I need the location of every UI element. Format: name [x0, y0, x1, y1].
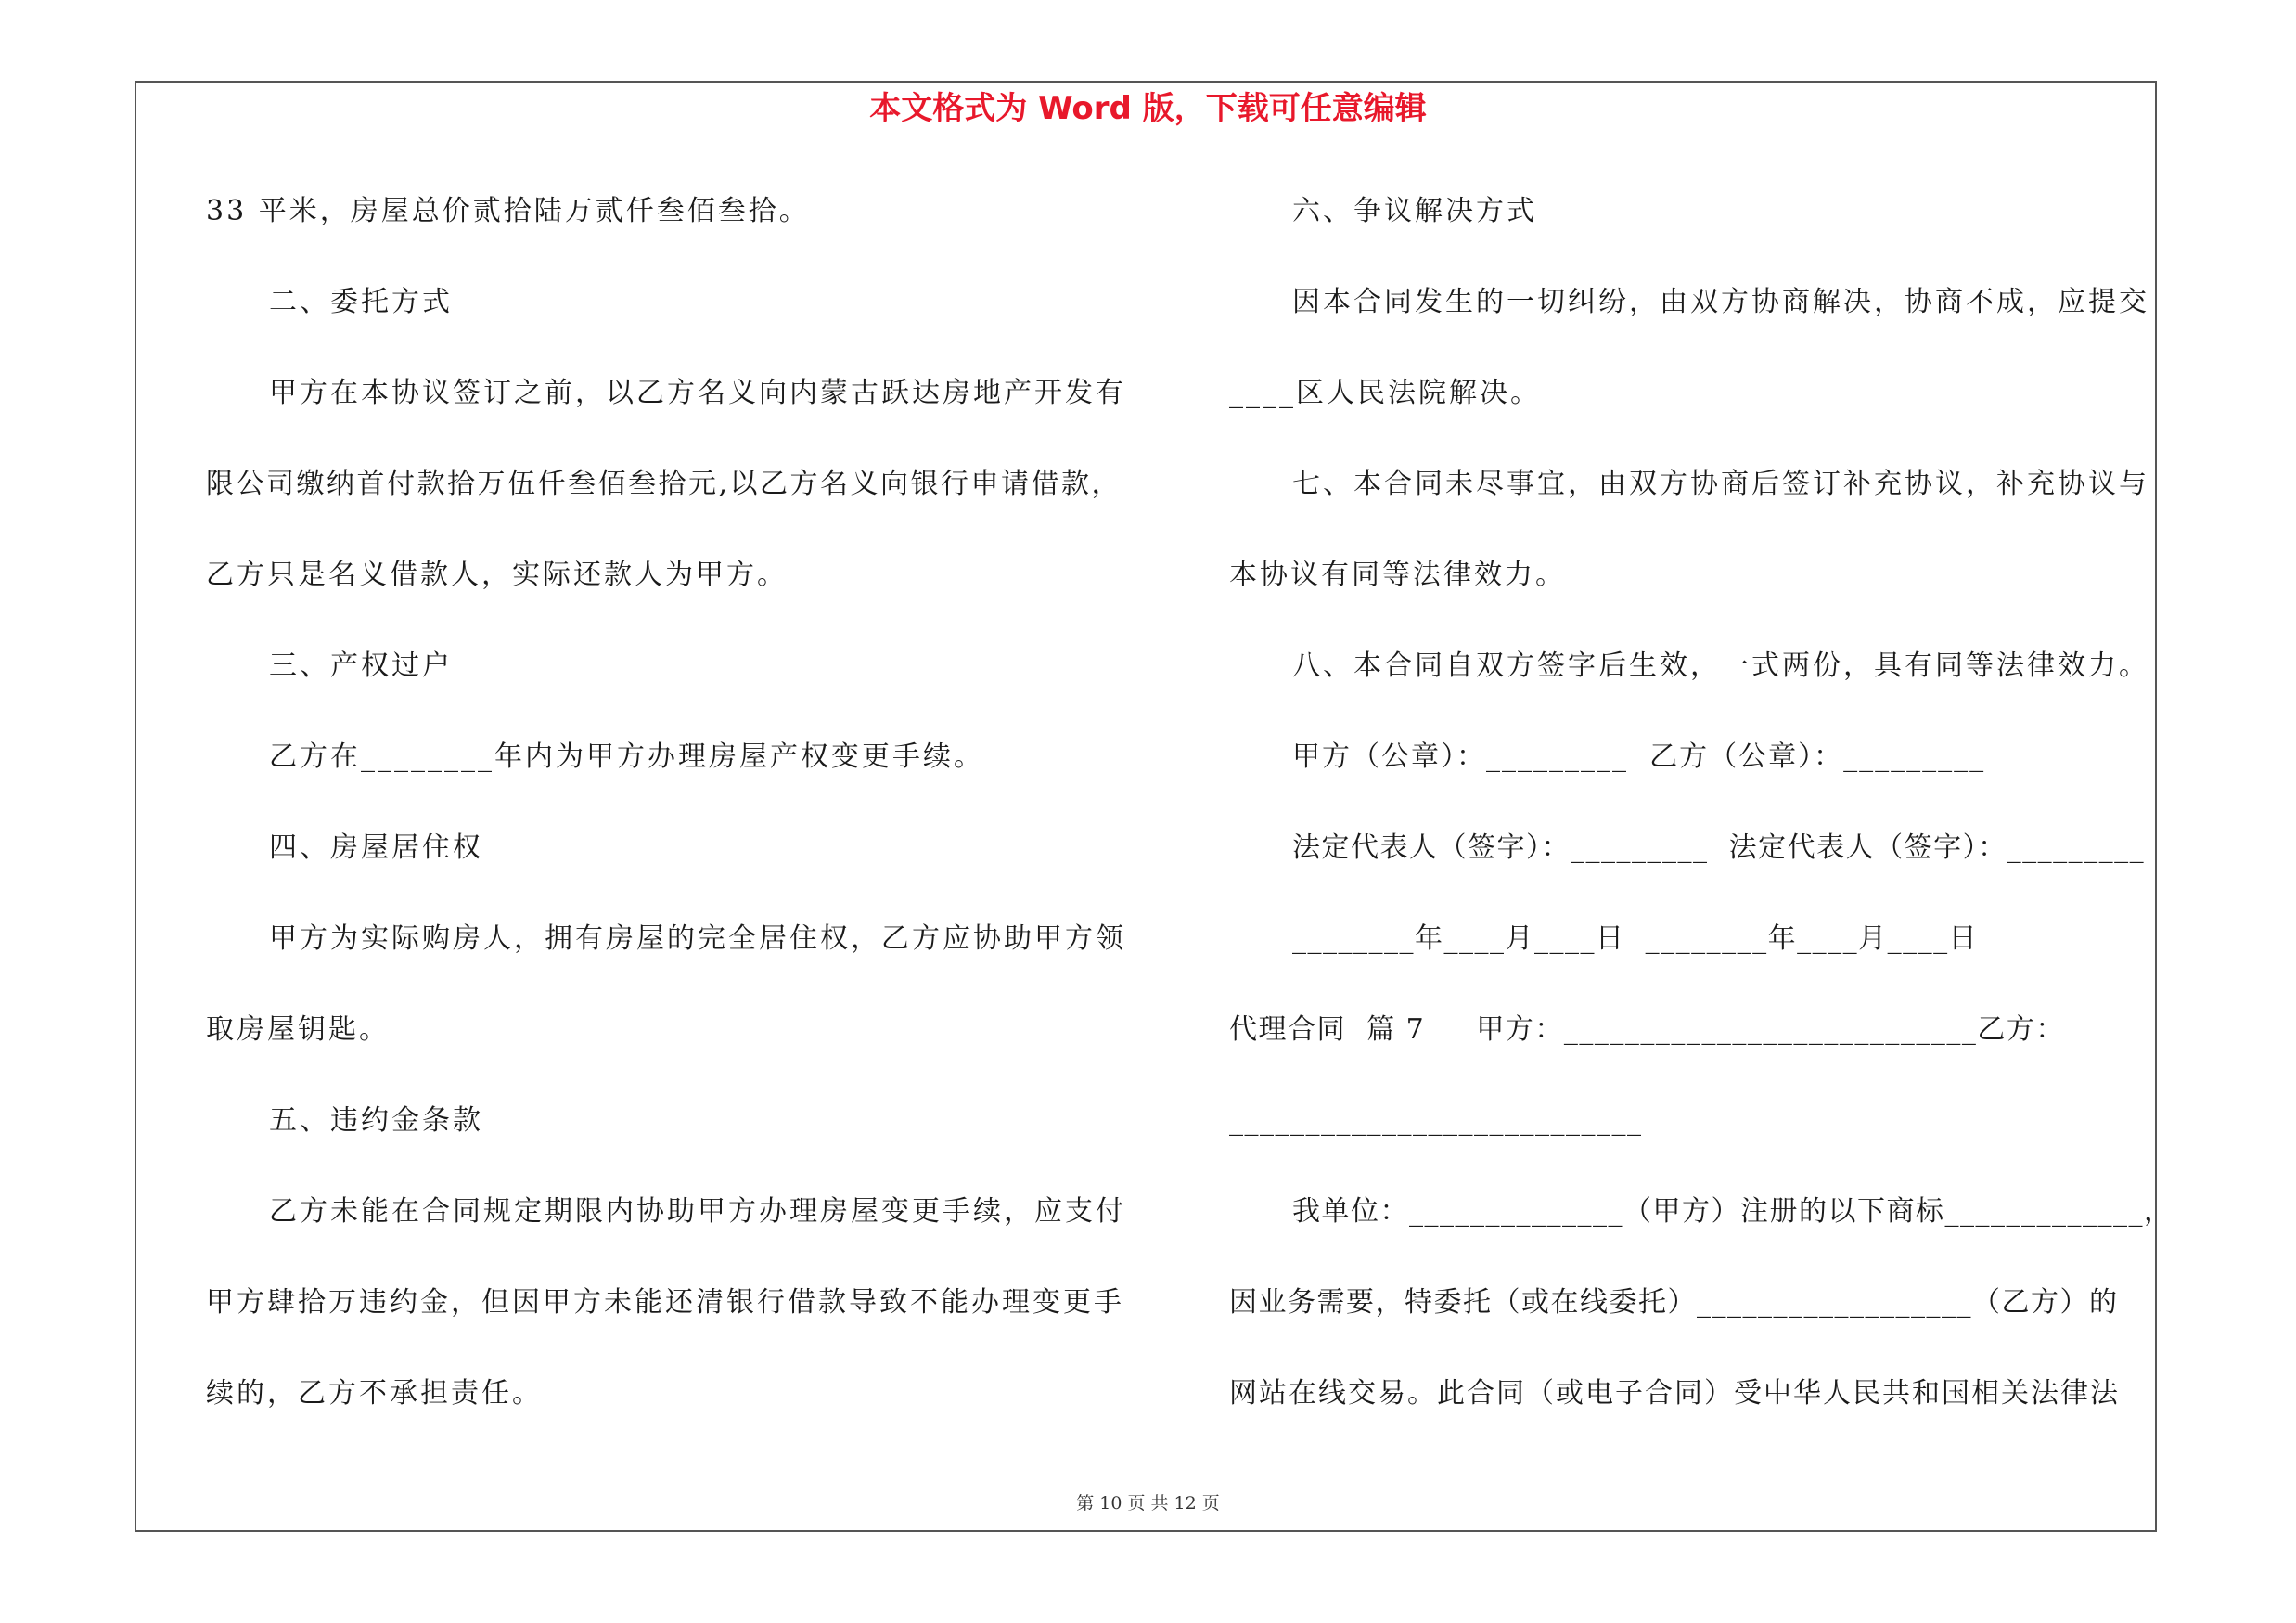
right-line-5: 本协议有同等法律效力。 [1229, 559, 1566, 591]
agency-contract-heading: 代理合同 篇 7 甲方：___________________________乙方： [1229, 1013, 2065, 1046]
section-heading-6: 六、争议解决方式 [1292, 195, 1537, 227]
right-line-3: ____区人民法院解决。 [1229, 377, 1541, 409]
seal-signature-line: 甲方（公章）：_________ 乙方（公章）：_________ [1292, 741, 1986, 773]
right-line-6: 八、本合同自双方签字后生效，一式两份，具有同等法律效力。 [1292, 650, 2149, 682]
date-line: ________年____月____日 ________年____月____日 [1292, 922, 1979, 955]
page-number: 第 10 页 共 12 页 [1076, 1493, 1220, 1514]
left-line-4: 限公司缴纳首付款拾万伍仟叁佰叁拾元,以乙方名义向银行申请借款， [206, 468, 1122, 500]
legal-representative-signature-line: 法定代表人（签字）：_________ 法定代表人（签字）：_________ [1292, 831, 2146, 864]
right-line-2: 因本合同发生的一切纠纷，由双方协商解决，协商不成，应提交 [1292, 286, 2149, 318]
left-line-5: 乙方只是名义借款人，实际还款人为甲方。 [206, 559, 788, 591]
section-heading-5: 五、违约金条款 [269, 1104, 483, 1137]
section-heading-2: 二、委托方式 [269, 286, 453, 318]
left-line-1: 33 平米，房屋总价贰拾陆万贰仟叁佰叁拾。 [206, 195, 810, 227]
left-line-12: 乙方未能在合同规定期限内协助甲方办理房屋变更手续，应支付 [269, 1195, 1126, 1228]
format-notice-banner: 本文格式为 Word 版，下载可任意编辑 [869, 90, 1427, 127]
section-heading-4: 四、房屋居住权 [269, 831, 483, 864]
left-line-7: 乙方在________年内为甲方办理房屋产权变更手续。 [269, 741, 984, 773]
left-line-13: 甲方肆拾万违约金，但因甲方未能还清银行借款导致不能办理变更手 [206, 1286, 1124, 1319]
right-line-12: 我单位：______________（甲方）注册的以下商标_____________， [1292, 1195, 2174, 1228]
left-line-14: 续的，乙方不承担责任。 [206, 1377, 543, 1410]
left-line-10: 取房屋钥匙。 [206, 1013, 390, 1046]
right-line-11: ___________________________ [1229, 1104, 1643, 1137]
section-heading-3: 三、产权过户 [269, 650, 453, 682]
right-line-13: 因业务需要，特委托（或在线委托）__________________（乙方）的 [1229, 1286, 2119, 1319]
right-line-14: 网站在线交易。此合同（或电子合同）受中华人民共和国相关法律法 [1229, 1377, 2120, 1410]
left-line-9: 甲方为实际购房人，拥有房屋的完全居住权，乙方应协助甲方领 [269, 922, 1126, 955]
left-line-3: 甲方在本协议签订之前，以乙方名义向内蒙古跃达房地产开发有 [269, 377, 1126, 409]
right-line-4: 七、本合同未尽事宜，由双方协商后签订补充协议，补充协议与 [1292, 468, 2149, 500]
